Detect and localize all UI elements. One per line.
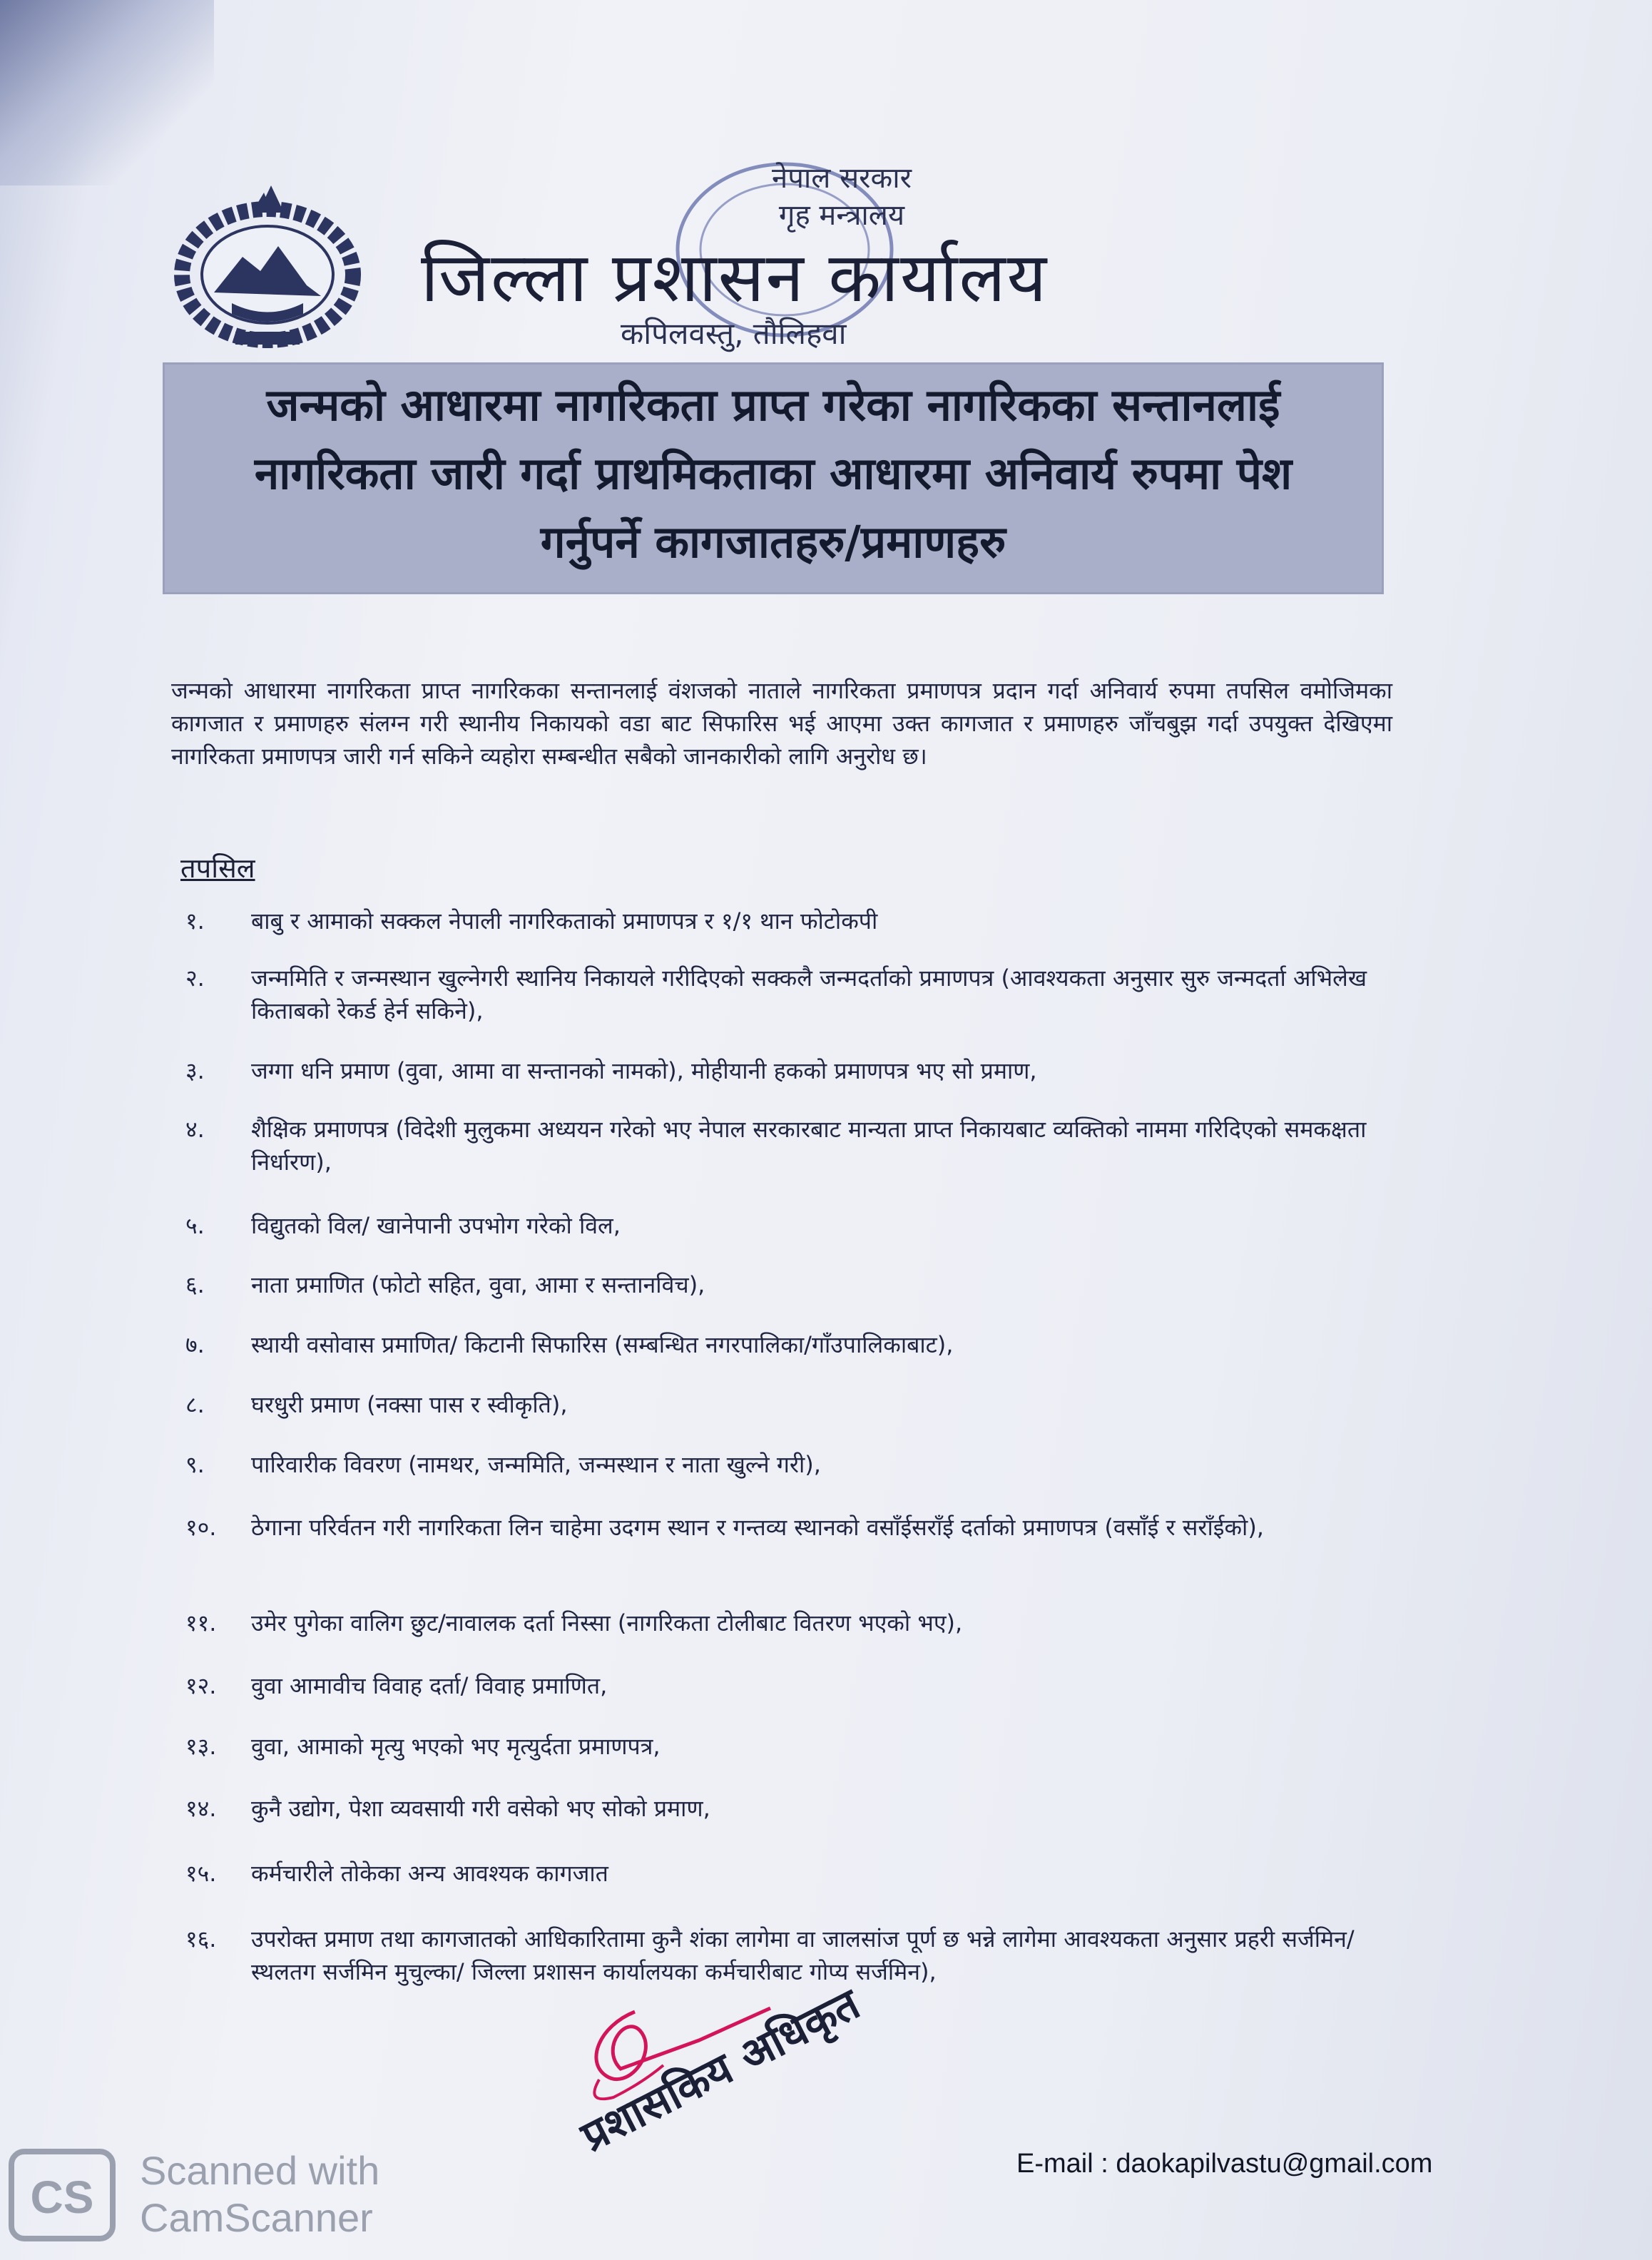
camscanner-logo-icon [9,2149,116,2241]
section-title: तपसिल [180,852,255,884]
item-number: ३. [185,1057,205,1084]
banner-line-2: नागरिकता जारी गर्दा प्राथमिकताका आधारमा अनिवार्य रुपमा पेश [254,447,1292,499]
item-text: कुनै उद्योग, पेशा व्यवसायी गरी वसेको भए सोको प्रमाण, [251,1795,710,1822]
item-number: १३. [185,1733,217,1760]
item-number: ६. [185,1271,205,1298]
signatory-title: प्रशासकिय अधिकृत [573,1979,868,2162]
item-text: पारिवारीक विवरण (नामथर, जन्ममिति, जन्मस्थान र नाता खुल्ने गरी), [251,1451,821,1478]
item-number: ७. [185,1331,205,1358]
office-title: जिल्ला प्रशासन कार्यालय [421,238,1049,317]
scanner-watermark [140,2147,379,2241]
item-number: २. [185,964,205,992]
government-line: नेपाल सरकार [772,162,912,195]
office-email: E-mail : daokapilvastu@gmail.com [1016,2149,1433,2179]
item-text: जन्ममिति र जन्मस्थान खुल्नेगरी स्थानिय निकायले गरीदिएको सक्कलै जन्मदर्ताको प्रमाणपत्र (आवश्यकता अनुसार सुरु जन्मदर्ता अभिलेख किताबको रेकर्ड हेर्न सकिने), [251,964,1367,1024]
item-number: १. [185,907,205,935]
item-number: ४. [185,1116,205,1143]
item-number: १५. [185,1860,217,1887]
nepal-emblem-icon [164,178,371,350]
item-text: वुवा आमावीच विवाह दर्ता/ विवाह प्रमाणित, [251,1672,608,1699]
item-text: उमेर पुगेका वालिग छुट/नावालक दर्ता निस्सा (नागरिकता टोलीबाट वितरण भएको भए), [251,1609,963,1637]
item-number: १४. [185,1795,217,1822]
item-text: जग्गा धनि प्रमाण (वुवा, आमा वा सन्तानको नामको), मोहीयानी हकको प्रमाणपत्र भए सो प्रमाण, [251,1057,1037,1084]
ministry-line: गृह मन्त्रालय [778,199,905,232]
item-number: ९. [185,1451,205,1478]
camscanner-logo-text: CS [30,2172,94,2223]
item-number: ८. [185,1391,205,1418]
item-text: स्थायी वसोवास प्रमाणित/ किटानी सिफारिस (सम्बन्धित नगरपालिका/गाँउपालिकाबाट), [251,1331,954,1358]
item-number: १०. [185,1514,217,1541]
watermark-line-1: Scanned with [140,2148,380,2193]
title-banner [163,362,1384,594]
item-text: वुवा, आमाको मृत्यु भएको भए मृत्युर्दता प्रमाणपत्र, [251,1733,661,1760]
banner-line-3: गर्नुपर्ने कागजातहरु/प्रमाणहरु [540,516,1006,568]
intro-paragraph: जन्मको आधारमा नागरिकता प्राप्त नागरिकका सन्तानलाई वंशजको नाताले नागरिकता प्रमाणपत्र प्रदान गर्दा अनिवार्य रुपमा तपसिल वमोजिमका कागजात र प्रमाणहरु संलग्न गरी स्थानीय निकायको वडा बाट सिफारिस भई आएमा उक्त कागजात र प्रमाणहरु जाँचबुझ गर्दा उपयुक्त देखिएमा नागरिकता प्रमाणपत्र जारी गर्न सकिने व्यहोरा सम्बन्धीत सबैको जानकारीको लागि अनुरोध छ। [171,677,1392,770]
item-number: १६. [185,1925,217,1953]
watermark-line-2: CamScanner [140,2195,373,2240]
item-number: ११. [185,1609,217,1637]
item-text: घरधुरी प्रमाण (नक्सा पास र स्वीकृति), [251,1391,568,1418]
item-text: नाता प्रमाणित (फोटो सहित, वुवा, आमा र सन्तानविच), [251,1271,705,1298]
item-text: कर्मचारीले तोकेका अन्य आवश्यक कागजात [251,1860,608,1887]
item-number: ५. [185,1212,205,1239]
item-text: बाबु र आमाको सक्कल नेपाली नागरिकताको प्रमाणपत्र र १/१ थान फोटोकपी [251,907,878,935]
item-text: शैक्षिक प्रमाणपत्र (विदेशी मुलुकमा अध्ययन गरेको भए नेपाल सरकारबाट मान्यता प्राप्त निकायबाट व्यक्तिको नाममा गरिदिएको समकक्षता निर्धारण), [251,1116,1367,1176]
district-name: कपिलवस्तु, तौलिहवा [621,316,847,351]
item-text: विद्युतको विल/ खानेपानी उपभोग गरेको विल, [251,1212,621,1239]
item-text: ठेगाना परिर्वतन गरी नागरिकता लिन चाहेमा उदगम स्थान र गन्तव्य स्थानको वसाँईसराँई दर्ताको प्रमाणपत्र (वसाँई र सराँईको), [251,1514,1264,1541]
item-number: १२. [185,1672,217,1699]
item-text: उपरोक्त प्रमाण तथा कागजातको आधिकारितामा कुनै शंका लागेमा वा जालसांज पूर्ण छ भन्ने लागेमा आवश्यकता अनुसार प्रहरी सर्जमिन/ स्थलतग सर्जमिन मुचुल्का/ जिल्ला प्रशासन कार्यालयका कर्मचारीबाट गोप्य सर्जमिन), [251,1925,1355,1985]
letterhead [164,143,1377,357]
banner-line-1: जन्मको आधारमा नागरिकता प्राप्त गरेका नागरिकका सन्तानलाई [266,379,1280,431]
